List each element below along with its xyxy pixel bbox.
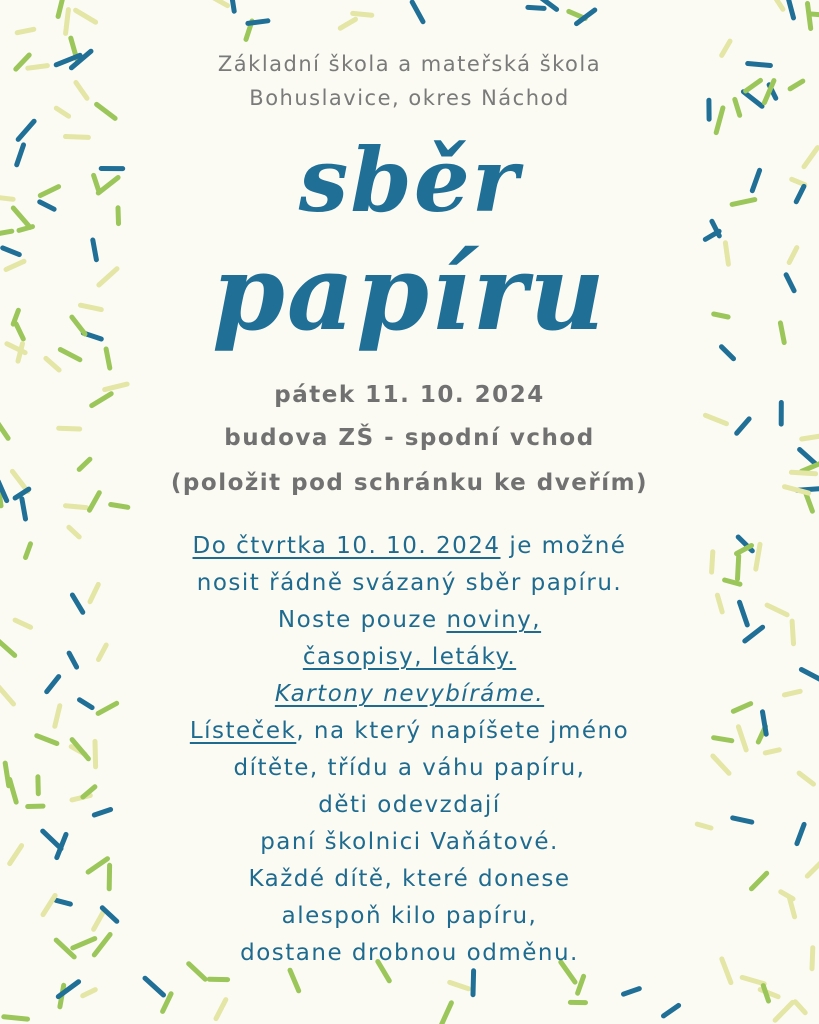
- confetti-dash: [290, 970, 299, 991]
- confetti-dash: [808, 4, 811, 29]
- instructions-line9: paní školnici Vaňátové.: [260, 829, 559, 855]
- confetti-dash: [763, 986, 768, 1001]
- confetti-dash: [800, 450, 815, 464]
- confetti-dash: [773, 0, 783, 9]
- instructions-line6: [0, 713, 819, 750]
- confetti-dash: [473, 971, 474, 995]
- instructions-line11: alespoň kilo papíru,: [281, 903, 538, 929]
- confetti-dash: [213, 0, 227, 6]
- instructions-line10: Každé dítě, které donese: [248, 866, 571, 892]
- allowed-prefix: Noste pouze: [277, 607, 447, 633]
- confetti-dash: [705, 415, 726, 423]
- confetti-dash: [79, 459, 90, 469]
- confetti-dash: [412, 2, 423, 22]
- confetti-dash: [145, 978, 164, 995]
- confetti-dash: [83, 990, 96, 996]
- deadline-link[interactable]: Do čtvrtka 10. 10. 2024: [192, 533, 501, 559]
- confetti-dash: [66, 506, 87, 508]
- confetti-dash: [111, 505, 128, 508]
- instructions-line4: [0, 639, 819, 676]
- confetti-dash: [216, 1000, 226, 1019]
- confetti-dash: [248, 21, 268, 24]
- confetti-dash: [722, 347, 734, 359]
- instructions-line7: dítěte, třídu a váhu papíru,: [233, 755, 586, 781]
- school-name: [0, 47, 819, 115]
- note-slip-link[interactable]: Lísteček: [189, 718, 297, 744]
- confetti-dash: [4, 1017, 28, 1019]
- confetti-dash: [58, 0, 64, 17]
- confetti-dash: [60, 350, 80, 360]
- confetti-dash: [450, 982, 469, 988]
- cardboard-link[interactable]: Kartony nevybíráme.: [274, 681, 545, 707]
- confetti-dash: [340, 19, 355, 28]
- confetti-dash: [578, 976, 584, 993]
- deadline-rest: je možné: [500, 533, 627, 559]
- confetti-dash: [106, 349, 110, 368]
- confetti-dash: [17, 29, 34, 32]
- location: budova ZŠ - spodní vchod: [224, 425, 595, 451]
- confetti-dash: [353, 13, 372, 15]
- instructions-line2: nosit řádně svázaný sběr papíru.: [196, 570, 623, 596]
- confetti-dash: [76, 10, 96, 22]
- confetti-dash: [795, 1002, 805, 1013]
- instructions-line5: [0, 676, 819, 713]
- instructions-line1: [0, 528, 819, 565]
- location-note: (položit pod schránku ke dveřím): [170, 470, 649, 496]
- confetti-dash: [0, 231, 12, 234]
- magazines-link[interactable]: časopisy, letáky.: [302, 644, 517, 670]
- instructions-line12: dostane drobnou odměnu.: [240, 940, 579, 966]
- confetti-dash: [528, 7, 544, 8]
- newspapers-link[interactable]: noviny,: [446, 607, 542, 633]
- confetti-dash: [742, 977, 764, 983]
- instructions-line3: [0, 602, 819, 639]
- confetti-dash: [66, 10, 69, 34]
- date: pátek 11. 10. 2024: [274, 382, 545, 408]
- confetti-dash: [442, 1003, 452, 1024]
- instructions: [0, 528, 819, 972]
- confetti-dash: [624, 989, 640, 995]
- confetti-dash: [664, 1005, 679, 1016]
- school-name-line2: Bohuslavice, okres Náchod: [249, 86, 570, 110]
- confetti-dash: [806, 494, 812, 511]
- confetti-dash: [22, 499, 26, 519]
- confetti-dash: [775, 1002, 793, 1020]
- confetti-dash: [788, 0, 793, 18]
- confetti-dash: [46, 358, 59, 370]
- instructions-line8: děti odevzdají: [318, 792, 501, 818]
- title-line1: sběr: [298, 128, 521, 232]
- title-line2: papíru: [212, 231, 607, 354]
- school-name-line1: Základní škola a mateřská škola: [217, 52, 602, 76]
- note-slip-rest: , na který napíšete jméno: [296, 718, 630, 744]
- confetti-dash: [231, 0, 235, 11]
